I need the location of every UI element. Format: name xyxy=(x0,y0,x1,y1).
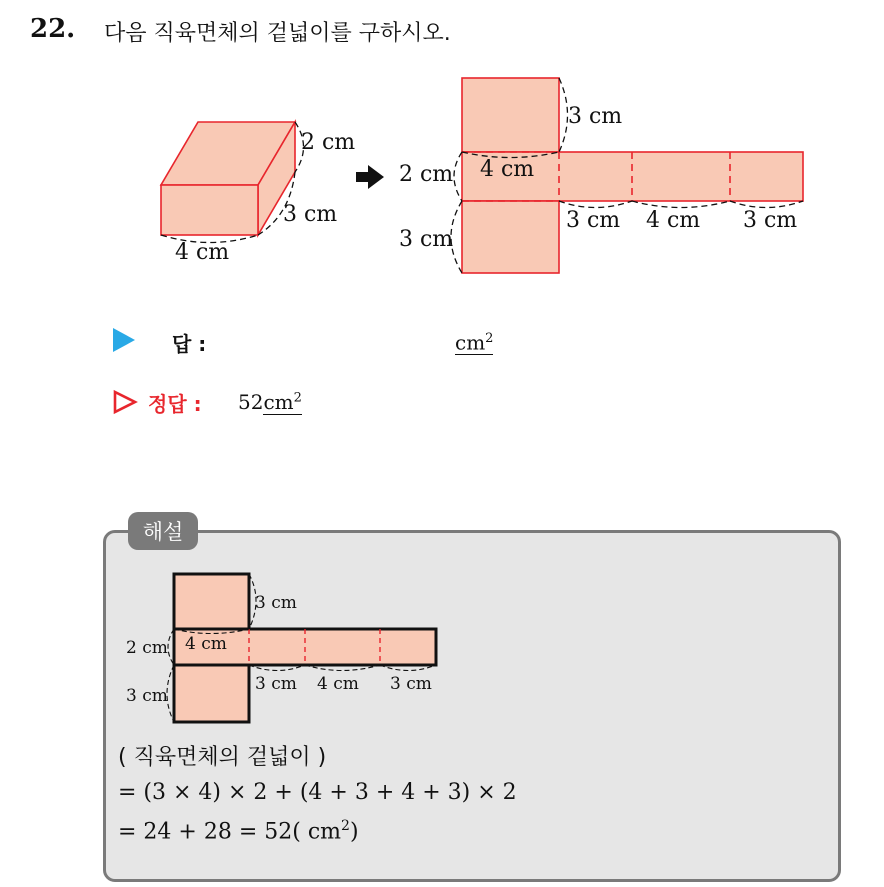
answer-unit[interactable]: $cm^2$ xyxy=(455,328,493,355)
solution-line-2: = (3 × 4) × 2 + (4 + 3 + 4 + 3) × 2 xyxy=(118,780,517,805)
sol-net-center-label: 4 cm xyxy=(185,634,227,654)
net-left-bottom-label: 3 cm xyxy=(399,227,454,252)
question-text: 다음 직육면체의 겉넓이를 구하시오. xyxy=(104,21,451,46)
solution-tag: 해설 xyxy=(128,512,198,550)
net-left-mid-label: 2 cm xyxy=(399,162,454,187)
sol-net-seg3-label: 3 cm xyxy=(390,674,432,694)
answer-label: 답 : xyxy=(172,332,207,356)
net-center-label: 4 cm xyxy=(480,157,535,182)
box-depth-label: 3 cm xyxy=(283,202,338,227)
net-seg2-label: 4 cm xyxy=(646,208,701,233)
net-top-label: 3 cm xyxy=(568,104,623,129)
box-width-label: 4 cm xyxy=(175,240,230,265)
sol-net-seg2-label: 4 cm xyxy=(317,674,359,694)
net-seg3-label: 3 cm xyxy=(743,208,798,233)
box-height-label: 2 cm xyxy=(301,130,356,155)
question-number: 22. xyxy=(30,14,76,44)
solution-line-3: = 24 + 28 = 52( $cm^2$) xyxy=(118,818,359,845)
solution-line-1: ( 직육면체의 겉넓이 ) xyxy=(118,745,327,770)
sol-net-left-bottom-label: 3 cm xyxy=(126,686,168,706)
sol-net-seg1-label: 3 cm xyxy=(255,674,297,694)
net-seg1-label: 3 cm xyxy=(566,208,621,233)
correct-label: 정답 : xyxy=(148,392,202,416)
sol-net-left-mid-label: 2 cm xyxy=(126,638,168,658)
correct-answer: $52cm^2$ xyxy=(238,390,302,414)
sol-net-top-label: 3 cm xyxy=(255,593,297,613)
